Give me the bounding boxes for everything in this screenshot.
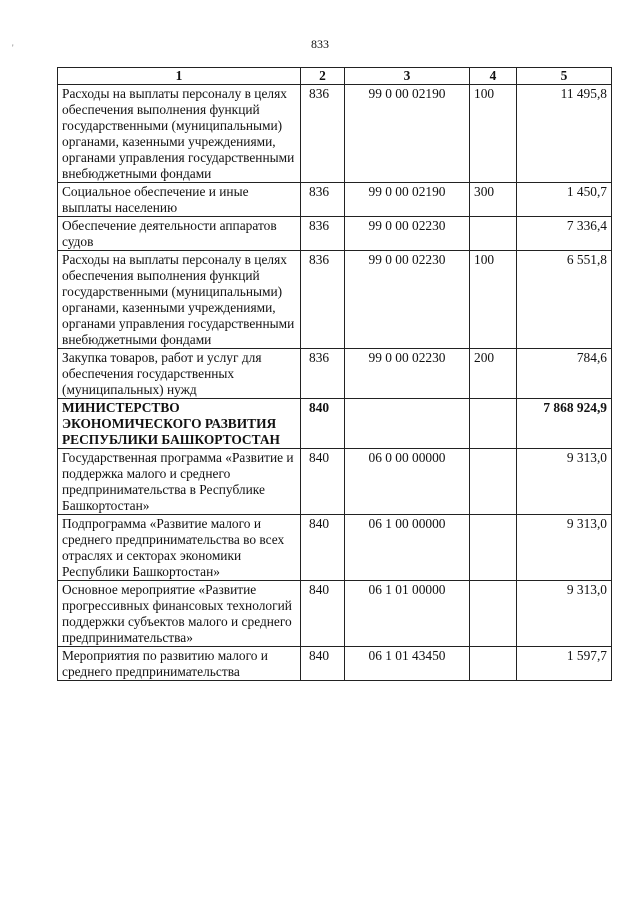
row-csr: 06 1 01 43450 [345, 647, 470, 681]
row-name: Мероприятия по развитию малого и среднего предпринимательства [58, 647, 301, 681]
row-sum: 7 336,4 [517, 217, 612, 251]
row-grbs: 836 [301, 183, 345, 217]
row-vr: 100 [470, 251, 517, 349]
row-grbs: 840 [301, 399, 345, 449]
table-header [58, 68, 612, 85]
row-name: Подпрограмма «Развитие малого и среднего предпринимательства во всех отраслях и секторах экономики Республики Башкортостан» [58, 515, 301, 581]
row-vr [470, 399, 517, 449]
row-name: Расходы на выплаты персоналу в целях обеспечения выполнения функций государственными (муниципальными) органами, казенными учреждениями, органами управления государственными внебюджетными фондами [58, 251, 301, 349]
table-row [58, 349, 612, 399]
table-row-ministry [58, 399, 612, 449]
row-vr [470, 217, 517, 251]
row-name: Основное мероприятие «Развитие прогрессивных финансовых технологий поддержки субъектов малого и среднего предпринимательства» [58, 581, 301, 647]
header-col-2: 2 [301, 68, 345, 85]
row-grbs: 836 [301, 349, 345, 399]
row-vr [470, 515, 517, 581]
budget-table [57, 67, 612, 681]
page-number: 833 [311, 37, 329, 51]
row-sum: 6 551,8 [517, 251, 612, 349]
stray-mark: ' [12, 43, 14, 53]
table-row [58, 183, 612, 217]
table-row [58, 251, 612, 349]
row-vr [470, 647, 517, 681]
header-row [58, 68, 612, 85]
row-grbs: 840 [301, 515, 345, 581]
table-row [58, 85, 612, 183]
row-grbs: 836 [301, 251, 345, 349]
header-col-4: 4 [470, 68, 517, 85]
row-sum: 1 450,7 [517, 183, 612, 217]
row-csr [345, 399, 470, 449]
row-csr: 99 0 00 02230 [345, 349, 470, 399]
row-sum: 1 597,7 [517, 647, 612, 681]
row-sum: 9 313,0 [517, 449, 612, 515]
row-csr: 06 0 00 00000 [345, 449, 470, 515]
row-sum: 11 495,8 [517, 85, 612, 183]
row-csr: 99 0 00 02230 [345, 217, 470, 251]
header-col-1: 1 [58, 68, 301, 85]
table-row [58, 647, 612, 681]
row-csr: 99 0 00 02190 [345, 85, 470, 183]
row-name: Закупка товаров, работ и услуг для обеспечения государственных (муниципальных) нужд [58, 349, 301, 399]
header-col-5: 5 [517, 68, 612, 85]
row-csr: 06 1 01 00000 [345, 581, 470, 647]
row-grbs: 840 [301, 581, 345, 647]
row-vr [470, 449, 517, 515]
row-name: Государственная программа «Развитие и поддержка малого и среднего предпринимательства в Республике Башкортостан» [58, 449, 301, 515]
row-name: МИНИСТЕРСТВО ЭКОНОМИЧЕСКОГО РАЗВИТИЯ РЕСПУБЛИКИ БАШКОРТОСТАН [58, 399, 301, 449]
row-grbs: 836 [301, 217, 345, 251]
row-csr: 06 1 00 00000 [345, 515, 470, 581]
table-body [58, 85, 612, 681]
row-vr: 100 [470, 85, 517, 183]
row-name: Социальное обеспечение и иные выплаты населению [58, 183, 301, 217]
row-csr: 99 0 00 02190 [345, 183, 470, 217]
row-grbs: 840 [301, 647, 345, 681]
row-sum: 9 313,0 [517, 515, 612, 581]
table-row [58, 515, 612, 581]
row-sum: 784,6 [517, 349, 612, 399]
table-row [58, 449, 612, 515]
row-csr: 99 0 00 02230 [345, 251, 470, 349]
row-grbs: 836 [301, 85, 345, 183]
table-row [58, 581, 612, 647]
row-name: Обеспечение деятельности аппаратов судов [58, 217, 301, 251]
row-vr: 200 [470, 349, 517, 399]
row-vr [470, 581, 517, 647]
row-vr: 300 [470, 183, 517, 217]
row-grbs: 840 [301, 449, 345, 515]
row-name: Расходы на выплаты персоналу в целях обеспечения выполнения функций государственными (муниципальными) органами, казенными учреждениями, органами управления государственными внебюджетными фондами [58, 85, 301, 183]
table-row [58, 217, 612, 251]
row-sum: 7 868 924,9 [517, 399, 612, 449]
row-sum: 9 313,0 [517, 581, 612, 647]
header-col-3: 3 [345, 68, 470, 85]
